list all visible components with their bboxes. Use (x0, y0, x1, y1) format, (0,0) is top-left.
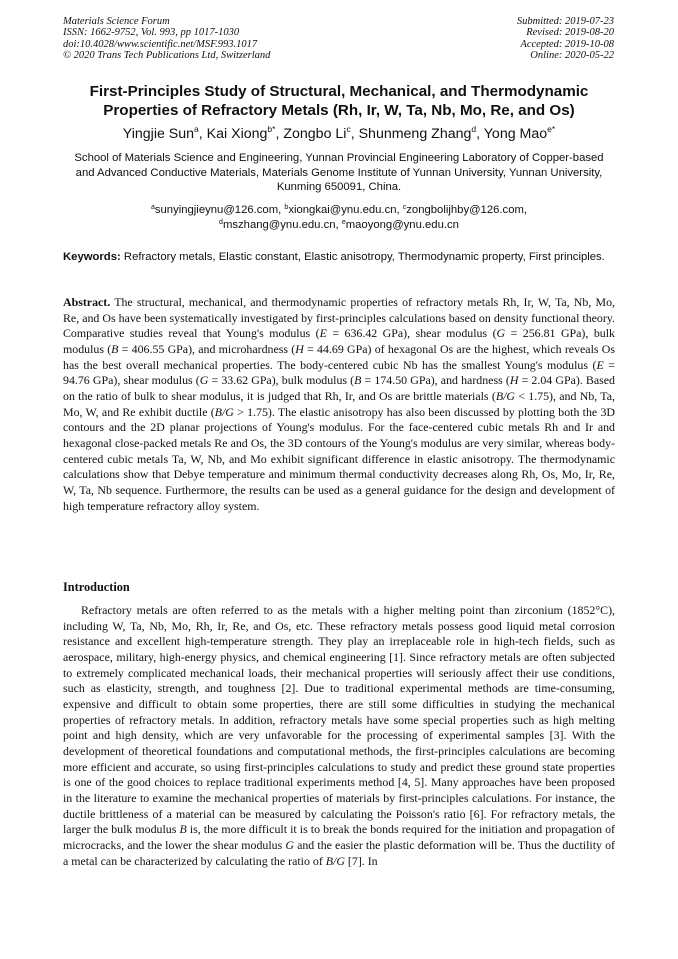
date-submitted: Submitted: 2019-07-23 (516, 16, 614, 27)
intro-text: and the easier the plastic deformation will be. Thus the ductility of a metal can be characterized by calculating the ratio of (63, 837, 615, 868)
abstract-text: = 256.81 GPa), bulk modulus ( (63, 326, 615, 356)
intro-paragraph (63, 603, 615, 869)
email-link[interactable]: xiongkai@ynu.edu.cn (288, 204, 397, 216)
intro-text: Refractory metals are often referred to as the metals with a higher melting point than zirconium (1852°C), including W, Ta, Nb, Mo, Rh, Ir, Re, and Os, etc. These refractory metals possess good liquid metal corrosion resistance and excellent high-temperature strength. They play an irreplaceable role in high-tech fields, such as aerospace, military, high-energy physics, and chemical engineering [1]. Since refractory metals are often subjected to extremely complicated mechanical loads, their mechanical properties will seriously affect their use conditions, such as elasticity, strength, and toughness [2]. Due to traditional experimental methods are time-consuming, expensive and difficult to obtain some properties, there are still some difficulties in studying the mechanical properties of refractory metals. In addition, refractory metals have some special properties such as high melting point and high density, which are very unfavorable for the processing of experimental samples [3]. With the development of theoretical foundations and computational methods, the first-principles calculations are becoming more efficient and accurate, so using first-principles calculations to study and predict these ground state properties is one of the good choices to replace traditional experiments method [4, 5]. Many approaches have been proposed in the literature to examine the mechanical properties of materials by first-principles calculations. For instance, the ductile brittleness of a material can be measured by calculating the Poisson's ratio [6]. For refractory metals, the larger the bulk modulus (63, 603, 615, 837)
author-name: Yingjie Sun (122, 126, 195, 142)
author-mark: c (346, 124, 351, 134)
abstract-text: = 406.55 GPa), and microhardness ( (118, 341, 296, 356)
date-revised: Revised: 2019-08-20 (526, 27, 614, 39)
email-link[interactable]: sunyingjieynu@126.com (154, 204, 279, 216)
symbol: E (319, 326, 327, 341)
abstract-text: The structural, mechanical, and thermodynamic properties of refractory metals Rh, Ir, W, Ta, Nb, Mo, Re, and Os have been systematically investigated by first-principles calculations based on density functional theory. Comparative studies reveal that Young's modulus ( (63, 295, 615, 341)
keywords (63, 250, 615, 265)
symbol: B/G (325, 853, 345, 868)
keywords-text: Refractory metals, Elastic constant, Elastic anisotropy, Thermodynamic property, First principles. (123, 251, 605, 263)
symbol: H (295, 341, 304, 356)
abstract-text: = 44.69 GPa) of hexagonal Os are the highest, which reveals Os has the best overall mechanical properties. The body-centered cubic Nb has the smallest Young's modulus ( (63, 341, 615, 372)
paper-title: First-Principles Study of Structural, Mechanical, and Thermodynamic Properties of Refractory Metals (Rh, Ir, W, Ta, Nb, Mo, Re, and Os) (89, 83, 589, 119)
journal-copyright: © 2020 Trans Tech Publications Ltd, Switzerland (63, 50, 271, 62)
intro-text: is, the more difficult it is to break the bonds required for the initiation and propagation of microcracks, and the lower the shear modulus (63, 822, 616, 852)
email-link[interactable]: mszhang@ynu.edu.cn (222, 218, 336, 231)
author-mark: e* (547, 124, 556, 134)
abstract-text: < 1.75), and Nb, Ta, Mo, W, and Re exhibit ductile ( (63, 388, 615, 419)
symbol: B/G (495, 388, 515, 403)
abstract-text: > 1.75). The elastic anisotropy has also been discussed by plotting both the 3D contours and the 2D planar projections of Young's modulus. For the face-centered cubic metals Rh and Ir and hexagonal close-packed metals Re and Os, the 3D contours of the Young's modulus are very similar, whereas body-centered cubic metals Ta, W, Nb, and Mo exhibit significant difference in elastic anisotropy. The thermodynamic calculations show that Debye temperature and minimum thermal conductivity decreases along Rh, Os, Mo, Ir, Re, W, Ta, Nb sequence. Furthermore, the results can be used as a general guidance for the design and development of high temperature refractory alloy system. (63, 404, 615, 513)
journal-name: Materials Science Forum (63, 16, 170, 27)
symbol: B (179, 822, 187, 837)
author-mark: b* (267, 124, 276, 134)
section-heading: Introduction (63, 580, 130, 594)
abstract-text: = 636.42 GPa), shear modulus ( (326, 326, 497, 341)
abstract-text: = 2.04 GPa). Based on the ratio of bulk to shear modulus, it is judged that Rh, Ir, and Os are brittle materials ( (63, 373, 615, 403)
email-link[interactable]: maoyong@ynu.edu.cn (345, 218, 459, 231)
journal-header-right (517, 16, 614, 62)
symbol: B (111, 341, 119, 356)
journal-doi[interactable]: doi:10.4028/www.scientific.net/MSF.993.1017 (63, 38, 258, 50)
abstract-text: = 94.76 GPa), shear modulus ( (63, 357, 615, 388)
author-separator: , (275, 126, 284, 142)
symbol: G (285, 837, 294, 852)
abstract-text: = 174.50 GPa), and hardness ( (361, 373, 510, 388)
author-separator: , (198, 126, 207, 142)
author-separator: , (476, 126, 484, 142)
keywords-label: Keywords: (63, 251, 121, 263)
symbol: H (509, 373, 519, 388)
journal-issn: ISSN: 1662-9752, Vol. 993, pp 1017-1030 (63, 27, 240, 39)
abstract-label: Abstract. (63, 295, 111, 309)
author-separator: , (350, 126, 359, 142)
affiliation: School of Materials Science and Engineering, Yunnan Provincial Engineering Laboratory of Copper-based and Advanced Conductive Materials, Materials Genome Institute of Yunnan University, Yunnan University, Kunming 650091, China. (74, 152, 604, 194)
author-mark: a (194, 124, 199, 134)
abstract-text: = 33.62 GPa), bulk modulus ( (208, 373, 355, 388)
journal-header-left (63, 16, 270, 62)
date-online: Online: 2020-05-22 (530, 50, 614, 62)
abstract (63, 295, 615, 514)
author-name: Yong Mao (483, 126, 548, 142)
symbol: E (596, 357, 604, 372)
author-name: Kai Xiong (206, 126, 268, 142)
author-name: Zongbo Li (283, 126, 347, 142)
author-mark: d (471, 124, 477, 134)
intro-text: [7]. In (344, 853, 378, 868)
author-emails: $^a$sunyingjieynu@126.com, $^b$xiongkai@ynu.edu.cn, $^c$zongbolijhby@126.com, $^d$mszhang@ynu.edu.cn, $^e$maoyong@ynu.edu.cn (150, 204, 528, 231)
author-list (40, 125, 638, 143)
author-name: Shunmeng Zhang (358, 126, 472, 142)
date-accepted: Accepted: 2019-10-08 (520, 38, 614, 50)
symbol: G (199, 373, 209, 388)
symbol: B (354, 373, 362, 388)
symbol: B/G (214, 404, 234, 419)
symbol: G (496, 326, 506, 341)
email-link[interactable]: zongbolijhby@126.com (406, 204, 524, 216)
